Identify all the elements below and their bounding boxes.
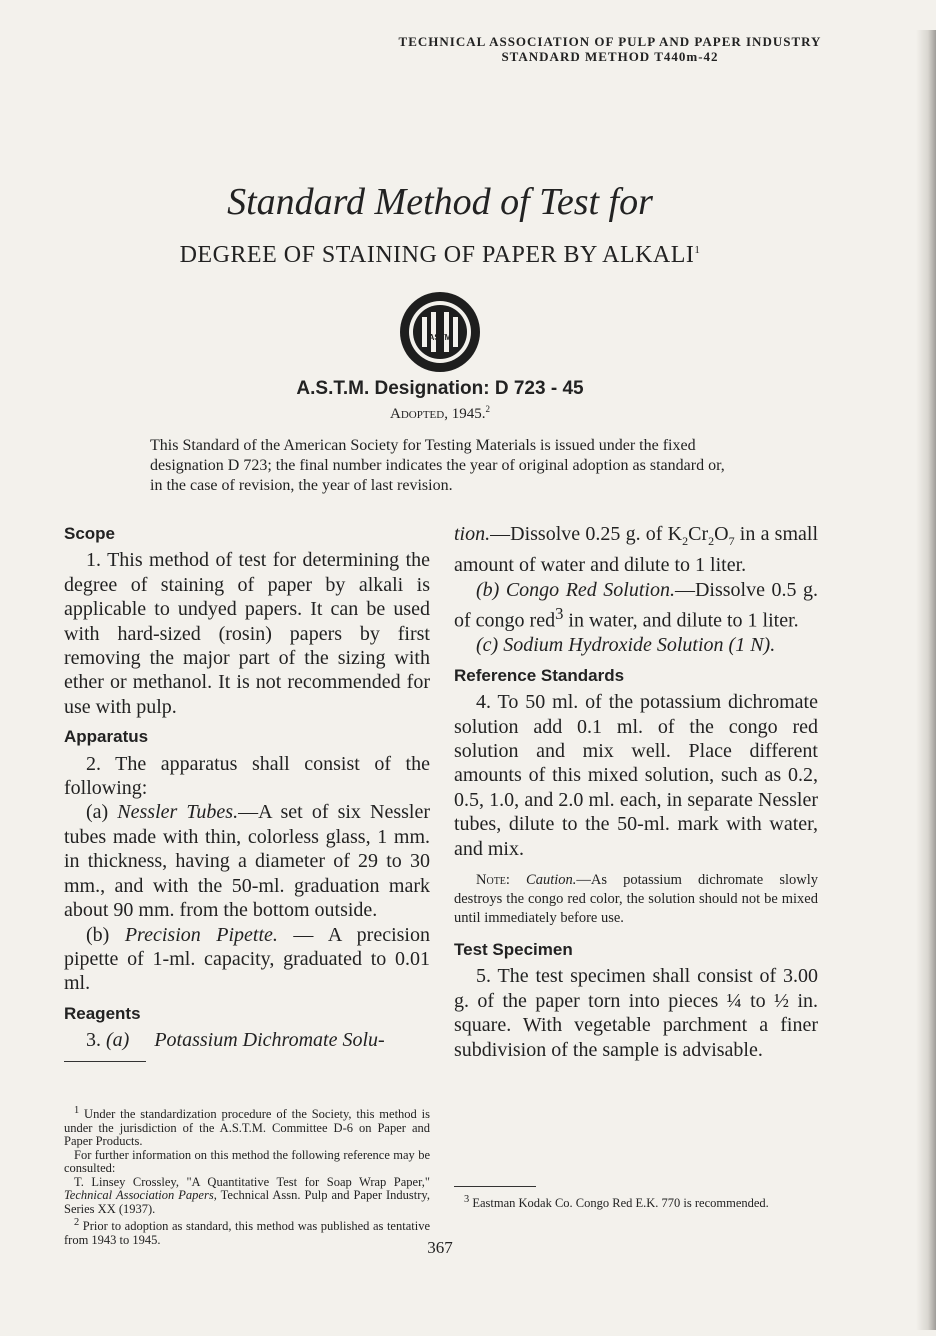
item-title-congo: Congo Red Solution. xyxy=(505,578,675,601)
paragraph-3a-start xyxy=(64,1028,430,1052)
specimen-text-c: in. square. With vegetable parchment a finer subdivision of the sample is advisable. xyxy=(454,989,818,1061)
title-italic: Standard Method of Test for xyxy=(227,181,653,223)
footnote-3 xyxy=(454,1193,822,1211)
dichromate-text-a: —Dissolve 0.25 g. of K xyxy=(490,523,683,545)
item-title-nessler: Nessler Tubes. xyxy=(117,801,239,824)
note-label: Note: xyxy=(476,871,510,888)
footnote-rule-left xyxy=(64,1061,146,1062)
footnote-1-text: Under the standardization procedure of the Society, this method is under the jurisdiction of the A.S.T.M. Committee D-6 on Paper and Paper Products. xyxy=(64,1107,430,1149)
congo-text-a: —Dissolve 0.5 g. of congo red xyxy=(454,578,819,632)
adopted-line xyxy=(0,404,880,423)
dichromate-text-c: O xyxy=(714,523,729,545)
section-heading-reagents: Reagents xyxy=(64,1003,141,1023)
item-title-naoh: Sodium Hydroxide Solution (1 N). xyxy=(503,634,776,657)
specimen-text-b: to xyxy=(741,989,775,1012)
note-caution: Caution. xyxy=(526,871,577,888)
item-title-pipette: Precision Pipette. xyxy=(124,923,278,946)
section-heading-test-specimen: Test Specimen xyxy=(454,939,573,959)
footnotes-right xyxy=(454,1186,822,1211)
paragraph-2a-nessler-tubes xyxy=(64,800,430,922)
astm-logo-label: ASTM xyxy=(428,333,452,342)
paragraph-3a-continued xyxy=(454,522,818,578)
item-text-nessler: —A set of six Nessler tubes made with thin, colorless glass, 1 mm. in thickness, having a diameter of 29 to 30 mm., and with the 50-ml. graduation mark about 90 mm. from the bottom outside. xyxy=(64,801,430,922)
running-header xyxy=(330,34,890,64)
fraction-quarter: ¼ xyxy=(726,989,742,1012)
item-title-tion: tion. xyxy=(454,523,491,545)
paragraph-2b-pipette xyxy=(64,923,430,996)
footnote-1-reference xyxy=(64,1176,430,1217)
adopted-text: Adopted, 1945. xyxy=(390,406,486,422)
fraction-half: ½ xyxy=(774,989,790,1012)
footnote-3-text: Eastman Kodak Co. Congo Red E.K. 770 is recommended. xyxy=(469,1196,769,1211)
footnote-1 xyxy=(64,1104,430,1149)
astm-logo-icon xyxy=(398,290,482,374)
specimen-text-a: 5. The test specimen shall consist of 3.00 g. of the paper torn into pieces xyxy=(454,965,818,1012)
paragraph-3b-congo-red xyxy=(454,578,818,633)
footnote-1-further: For further information on this method the following reference may be consulted: xyxy=(64,1147,430,1176)
paragraph-4-reference: 4. To 50 ml. of the potassium dichromate solution add 0.1 ml. of the congo red solution and mix well. Place different amounts of this mixed solution, such as 0.2, 0.5, 1.0, and 2.0 ml. each, in separate Nessler tubes, dilute to the 50-ml. mark with water, and mix. xyxy=(454,691,818,860)
item-label-2a: (a) xyxy=(86,801,109,824)
dichromate-text-d: in a small amount of water and dilute to 1 liter. xyxy=(454,523,819,577)
dichromate-text-b: Cr xyxy=(688,523,709,545)
paragraph-2-apparatus: 2. The apparatus shall consist of the following: xyxy=(64,752,430,800)
note-text: —As potassium dichromate slowly destroys the congo red color, the solution should not be mixed until immediately before use. xyxy=(454,871,818,926)
paragraph-1-scope: 1. This method of test for determining the degree of staining of paper by alkali is applicable to undyed papers. It can be used with hard-sized (rosin) papers by first removing the major part of the sizing with ether or methanol. It is not recommended for use with pulp. xyxy=(64,549,430,718)
footnote-2-num: 2 xyxy=(74,1217,80,1229)
header-line-1: TECHNICAL ASSOCIATION OF PULP AND PAPER INDUSTRY xyxy=(398,34,822,49)
footnote-rule-right xyxy=(454,1186,536,1187)
title-caps-text: DEGREE OF STAINING OF PAPER BY ALKALI xyxy=(179,242,695,268)
item-label-3c: (c) xyxy=(476,634,499,657)
left-column xyxy=(64,522,430,1068)
title-footnote-ref: 1 xyxy=(694,244,701,256)
adopted-footnote-ref: 2 xyxy=(485,404,490,414)
item-label-2b: (b) xyxy=(86,923,110,946)
section-heading-reference-standards: Reference Standards xyxy=(454,665,625,685)
section-heading-apparatus: Apparatus xyxy=(64,727,149,747)
footnote-3-num: 3 xyxy=(464,1194,470,1205)
formula-sub-3: 7 xyxy=(728,534,735,548)
formula-sub-2: 2 xyxy=(708,534,715,548)
page-edge-margin xyxy=(936,0,950,1336)
item-text-pipette: — A precision pipette of 1-ml. capacity, graduated to 0.01 ml. xyxy=(64,923,430,995)
footnote-ref-rest: , Technical Assn. Pulp and Paper Industry, Series XX (1937). xyxy=(64,1188,430,1216)
title-caps xyxy=(0,242,880,269)
section-heading-scope: Scope xyxy=(64,524,116,543)
caution-note xyxy=(454,871,818,928)
item-label-3b: (b) xyxy=(476,578,500,601)
astm-designation: A.S.T.M. Designation: D 723 - 45 xyxy=(296,378,584,399)
item-title-dichromate: Potassium Dichromate Solu- xyxy=(154,1029,385,1052)
footnote-3-ref: 3 xyxy=(555,604,564,624)
footnote-ref-journal: Technical Association Papers xyxy=(64,1188,214,1203)
item-label-3a: (a) xyxy=(106,1029,130,1052)
item-num-3: 3. xyxy=(86,1029,101,1052)
footnote-2-text: Prior to adoption as standard, this method was published as tentative from 1943 to 1945. xyxy=(64,1219,430,1247)
standard-intro: This Standard of the American Society for Testing Materials is issued under the fixed designation D 723; the final number indicates the year of original adoption as standard or, in the case of revision, the year of last revision. xyxy=(150,437,725,494)
congo-text-b: in water, and dilute to 1 liter. xyxy=(563,609,799,632)
footnotes-left xyxy=(64,1104,430,1247)
formula-sub-1: 2 xyxy=(682,534,689,548)
header-line-2: STANDARD METHOD T440m-42 xyxy=(501,49,719,64)
footnote-ref-author: T. Linsey Crossley, "A Quantitative Test for Soap Wrap Paper," xyxy=(74,1174,430,1189)
right-column xyxy=(454,522,818,1062)
paragraph-5-specimen xyxy=(454,964,818,1062)
paragraph-3c-naoh xyxy=(454,633,818,657)
page-number: 367 xyxy=(427,1238,453,1257)
footnote-1-num: 1 xyxy=(74,1105,80,1116)
